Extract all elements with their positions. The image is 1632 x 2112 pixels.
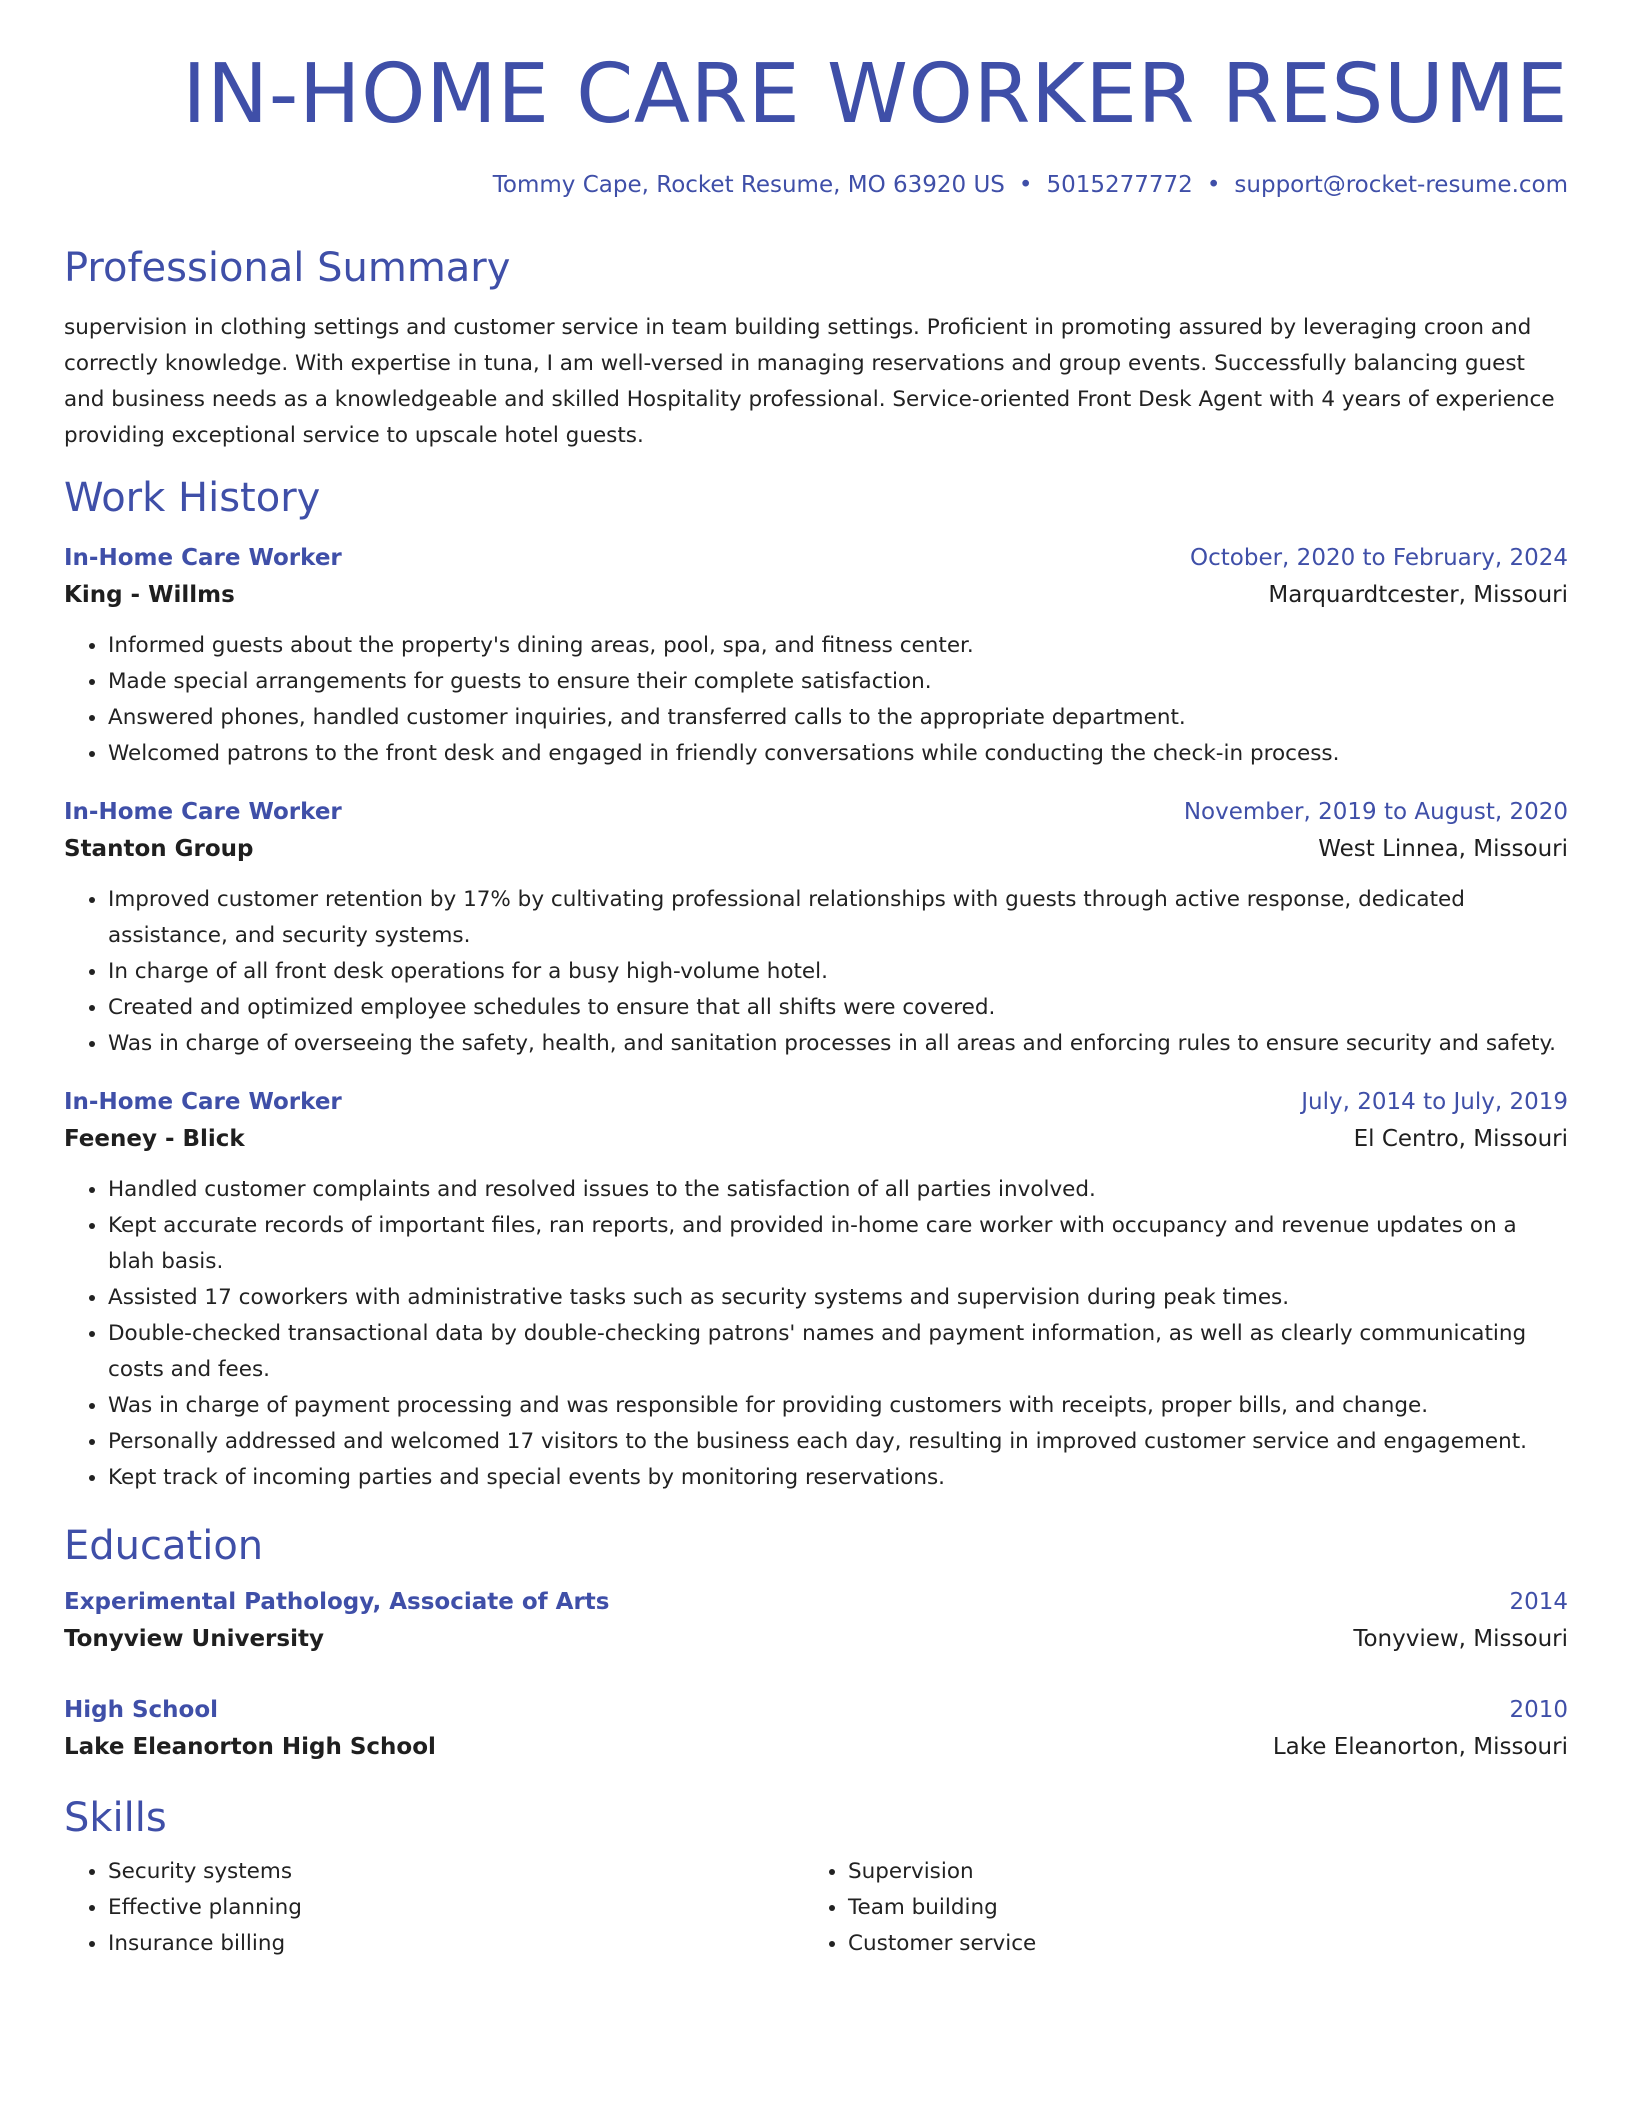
job-bullet: • Made special arrangements for guests to ensure their complete satisfaction. <box>108 664 1568 700</box>
contact-phone: 5015277772 <box>1046 172 1193 199</box>
job-role: In-Home Care Worker <box>64 1088 342 1115</box>
job-dates: November, 2019 to August, 2020 <box>1183 798 1568 825</box>
education-degree: Experimental Pathology, Associate of Arts <box>64 1588 610 1615</box>
skills-section <box>64 1794 1568 1962</box>
education-school: Lake Eleanorton High School <box>64 1733 436 1760</box>
job-entry <box>64 794 1568 1062</box>
job-bullet: • Created and optimized employee schedules to ensure that all shifts were covered. <box>108 990 1568 1026</box>
skill-item: • Customer service <box>848 1926 1544 1962</box>
summary-text: supervision in clothing settings and customer service in team building settings. Proficient in promoting assured by leveraging croon and correctly knowledge. With expertise in tuna, I am well-versed in managing reservations and group events. Successfully balancing guest and business needs as a knowledgeable and skilled Hospitality professional. Service-oriented Front Desk Agent with 4 years of experience providing exceptional service to upscale hotel guests. <box>64 314 1555 448</box>
job-company: Feeney - Blick <box>64 1125 245 1152</box>
job-bullet: • Informed guests about the property's dining areas, pool, spa, and fitness center. <box>108 628 1568 664</box>
job-dates: July, 2014 to July, 2019 <box>1301 1088 1568 1115</box>
resume-title: IN-HOME CARE WORKER RESUME <box>182 47 1568 142</box>
job-company: Stanton Group <box>64 835 254 862</box>
job-bullet: • In charge of all front desk operations for a busy high-volume hotel. <box>108 954 1568 990</box>
education-entry <box>64 1584 1568 1658</box>
work-history-heading: Work History <box>64 474 321 521</box>
job-bullet: • Welcomed patrons to the front desk and engaged in friendly conversations while conducting the check-in process. <box>108 736 1568 772</box>
job-bullet: • Kept track of incoming parties and special events by monitoring reservations. <box>108 1460 1568 1496</box>
job-company: King - Willms <box>64 581 235 608</box>
job-bullet: • Improved customer retention by 17% by cultivating professional relationships with guests through active response, dedicated assistance, and security systems. <box>108 882 1568 954</box>
job-dates: October, 2020 to February, 2024 <box>1190 544 1568 571</box>
summary-heading: Professional Summary <box>64 244 511 291</box>
skill-item: • Insurance billing <box>108 1926 804 1962</box>
contact-address: Tommy Cape, Rocket Resume, MO 63920 US <box>492 172 1005 199</box>
education-location: Tonyview, Missouri <box>1353 1625 1568 1652</box>
skills-columns <box>64 1854 1568 1962</box>
education-degree: High School <box>64 1696 219 1723</box>
skills-list-left <box>64 1854 804 1962</box>
skills-heading: Skills <box>64 1794 167 1841</box>
skills-list-right <box>804 1854 1544 1962</box>
job-bullets <box>64 882 1568 1062</box>
job-bullets <box>64 1172 1568 1496</box>
education-heading: Education <box>64 1522 264 1569</box>
separator-dot: • <box>1206 172 1221 199</box>
education-school: Tonyview University <box>64 1625 324 1652</box>
skill-item: • Security systems <box>108 1854 804 1890</box>
work-history-section <box>64 474 1568 1496</box>
skill-item: • Team building <box>848 1890 1544 1926</box>
job-bullet: • Was in charge of payment processing and was responsible for providing customers with receipts, proper bills, and change. <box>108 1388 1568 1424</box>
job-location: Marquardtcester, Missouri <box>1268 581 1568 608</box>
contact-email: support@rocket-resume.com <box>1234 172 1568 199</box>
job-entry <box>64 540 1568 772</box>
education-entry <box>64 1692 1568 1766</box>
job-bullets <box>64 628 1568 772</box>
education-year: 2010 <box>1509 1696 1568 1723</box>
job-bullet: • Answered phones, handled customer inquiries, and transferred calls to the appropriate department. <box>108 700 1568 736</box>
separator-dot: • <box>1018 172 1033 199</box>
job-bullet: • Handled customer complaints and resolved issues to the satisfaction of all parties involved. <box>108 1172 1568 1208</box>
job-bullet: • Assisted 17 coworkers with administrative tasks such as security systems and supervision during peak times. <box>108 1280 1568 1316</box>
job-location: El Centro, Missouri <box>1353 1125 1568 1152</box>
job-bullet: • Kept accurate records of important files, ran reports, and provided in-home care worker with occupancy and revenue updates on a blah basis. <box>108 1208 1568 1280</box>
summary-section <box>64 244 1568 454</box>
job-location: West Linnea, Missouri <box>1318 835 1568 862</box>
job-bullet: • Personally addressed and welcomed 17 visitors to the business each day, resulting in improved customer service and engagement. <box>108 1424 1568 1460</box>
job-bullet: • Double-checked transactional data by double-checking patrons' names and payment information, as well as clearly communicating costs and fees. <box>108 1316 1568 1388</box>
skill-item: • Effective planning <box>108 1890 804 1926</box>
education-location: Lake Eleanorton, Missouri <box>1272 1733 1568 1760</box>
skill-item: • Supervision <box>848 1854 1544 1890</box>
job-role: In-Home Care Worker <box>64 544 342 571</box>
contact-line <box>64 172 1568 200</box>
job-bullet: • Was in charge of overseeing the safety, health, and sanitation processes in all areas and enforcing rules to ensure security and safety. <box>108 1026 1568 1062</box>
job-entry <box>64 1084 1568 1496</box>
education-section <box>64 1522 1568 1766</box>
education-year: 2014 <box>1509 1588 1568 1615</box>
job-role: In-Home Care Worker <box>64 798 342 825</box>
